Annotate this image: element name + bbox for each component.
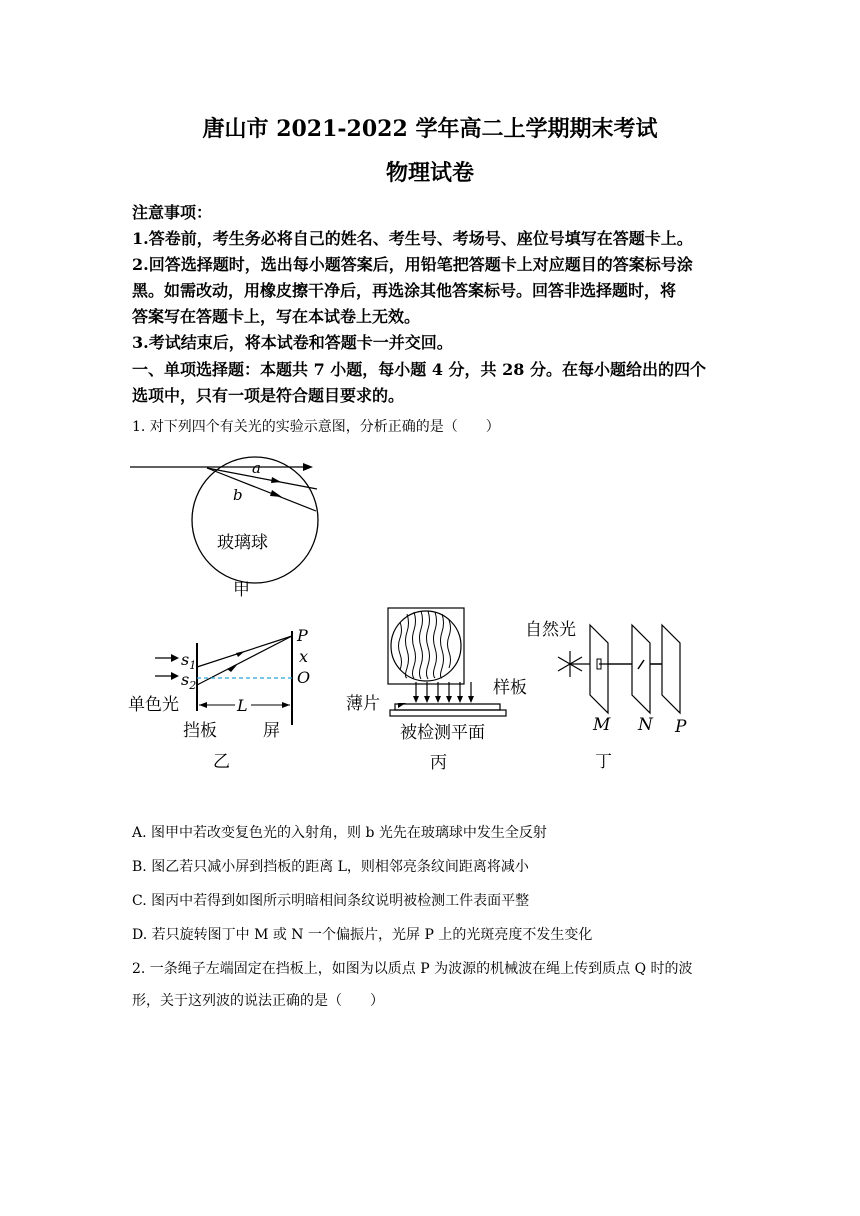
ray-a-arrow [271, 477, 281, 483]
thin-sheet-label: 薄片 [346, 694, 380, 714]
q1-option-D: D. 若只旋转图丁中 M 或 N 一个偏振片，光屏 P 上的光斑亮度不发生变化 [132, 927, 593, 943]
tested-plane [390, 710, 506, 716]
slit-s2-label: $s_2$ [181, 670, 197, 692]
label-M: M [593, 715, 611, 735]
figure-jia [125, 445, 335, 605]
ray-a [207, 468, 317, 489]
question-2-stem-line-1: 2. 一条绳子左端固定在挡板上，如图为以质点 P 为波源的机械波在绳上传到质点 Q 时的波 [132, 961, 693, 977]
ray-b-arrow [270, 490, 282, 497]
tested-plane-label: 被检测平面 [400, 723, 485, 743]
path-s1 [197, 636, 292, 667]
exam-subtitle: 物理试卷 [385, 160, 474, 186]
source-label: 单色光 [128, 695, 179, 715]
slit-s1-label: $s_1$ [181, 650, 197, 672]
section-heading-line-2: 选项中，只有一项是符合题目要求的。 [132, 386, 405, 405]
screen-label: 屏 [263, 721, 280, 741]
interference-fringes [399, 611, 451, 679]
figure-yi-caption: 乙 [213, 752, 230, 772]
distance-L-label: L [237, 696, 248, 715]
view-frame [388, 608, 464, 684]
notes-heading: 注意事项： [132, 203, 213, 222]
figure-yi [125, 615, 325, 775]
note-1: 1.答卷前，考生务必将自己的姓名、考生号、考场号、座位号填写在答题卡上。 [132, 229, 693, 248]
screen-P [662, 625, 680, 713]
figure-ding-caption: 丁 [595, 752, 612, 772]
thin-wedge [398, 703, 406, 708]
incoming-arrow-2 [171, 672, 179, 680]
natural-light-label: 自然光 [525, 620, 576, 640]
fringe-circle [391, 611, 461, 681]
note-3: 3.考试结束后，将本试卷和答题卡一并交回。 [132, 333, 453, 352]
point-P-label: P [297, 626, 308, 645]
question-1-stem: 1. 对下列四个有关光的实验示意图，分析正确的是（ ） [132, 419, 500, 435]
point-O-label: O [297, 668, 311, 687]
sample-plate [395, 704, 500, 710]
distance-x-label: x [299, 647, 309, 666]
question-2-stem-line-2: 形，关于这列波的说法正确的是（ ） [132, 993, 384, 1009]
sample-plate-label: 样板 [493, 678, 527, 698]
figure-jia-caption: 甲 [233, 580, 250, 600]
incoming-arrow-1 [171, 654, 179, 662]
ray-b [207, 468, 316, 511]
polarizer-N [632, 625, 650, 713]
note-2-line-1: 2.回答选择题时，选出每小题答案后，用铅笔把答题卡上对应题目的答案标号涂 [132, 255, 693, 274]
glass-sphere-label: 玻璃球 [217, 533, 268, 553]
q1-option-C: C. 图丙中若得到如图所示明暗相间条纹说明被检测工件表面平整 [132, 893, 530, 909]
label-N: N [638, 715, 653, 735]
section-heading-line-1: 一、单项选择题：本题共 7 小题，每小题 4 分，共 28 分。在每小题给出的四个 [132, 360, 706, 379]
exam-title: 唐山市 2021-2022 学年高二上学期期末考试 [202, 116, 658, 142]
figure-bing-caption: 丙 [430, 753, 447, 773]
note-2-line-3: 答案写在答题卡上，写在本试卷上无效。 [132, 307, 421, 326]
q1-option-A: A. 图甲中若改变复色光的入射角，则 b 光先在玻璃球中发生全反射 [132, 825, 547, 841]
note-2-line-2: 黑。如需改动，用橡皮擦干净后，再选涂其他答案标号。回答非选择题时，将 [132, 281, 677, 300]
barrier-label: 挡板 [183, 721, 217, 741]
ray-a-label: a [252, 459, 261, 477]
figure-ding [520, 605, 700, 773]
label-P: P [675, 717, 687, 737]
q1-option-B: B. 图乙若只减小屏到挡板的距离 L，则相邻亮条纹间距离将减小 [132, 859, 529, 875]
ray-b-label: b [233, 486, 243, 504]
figure-bing [340, 600, 540, 775]
incident-arrow [303, 463, 313, 471]
